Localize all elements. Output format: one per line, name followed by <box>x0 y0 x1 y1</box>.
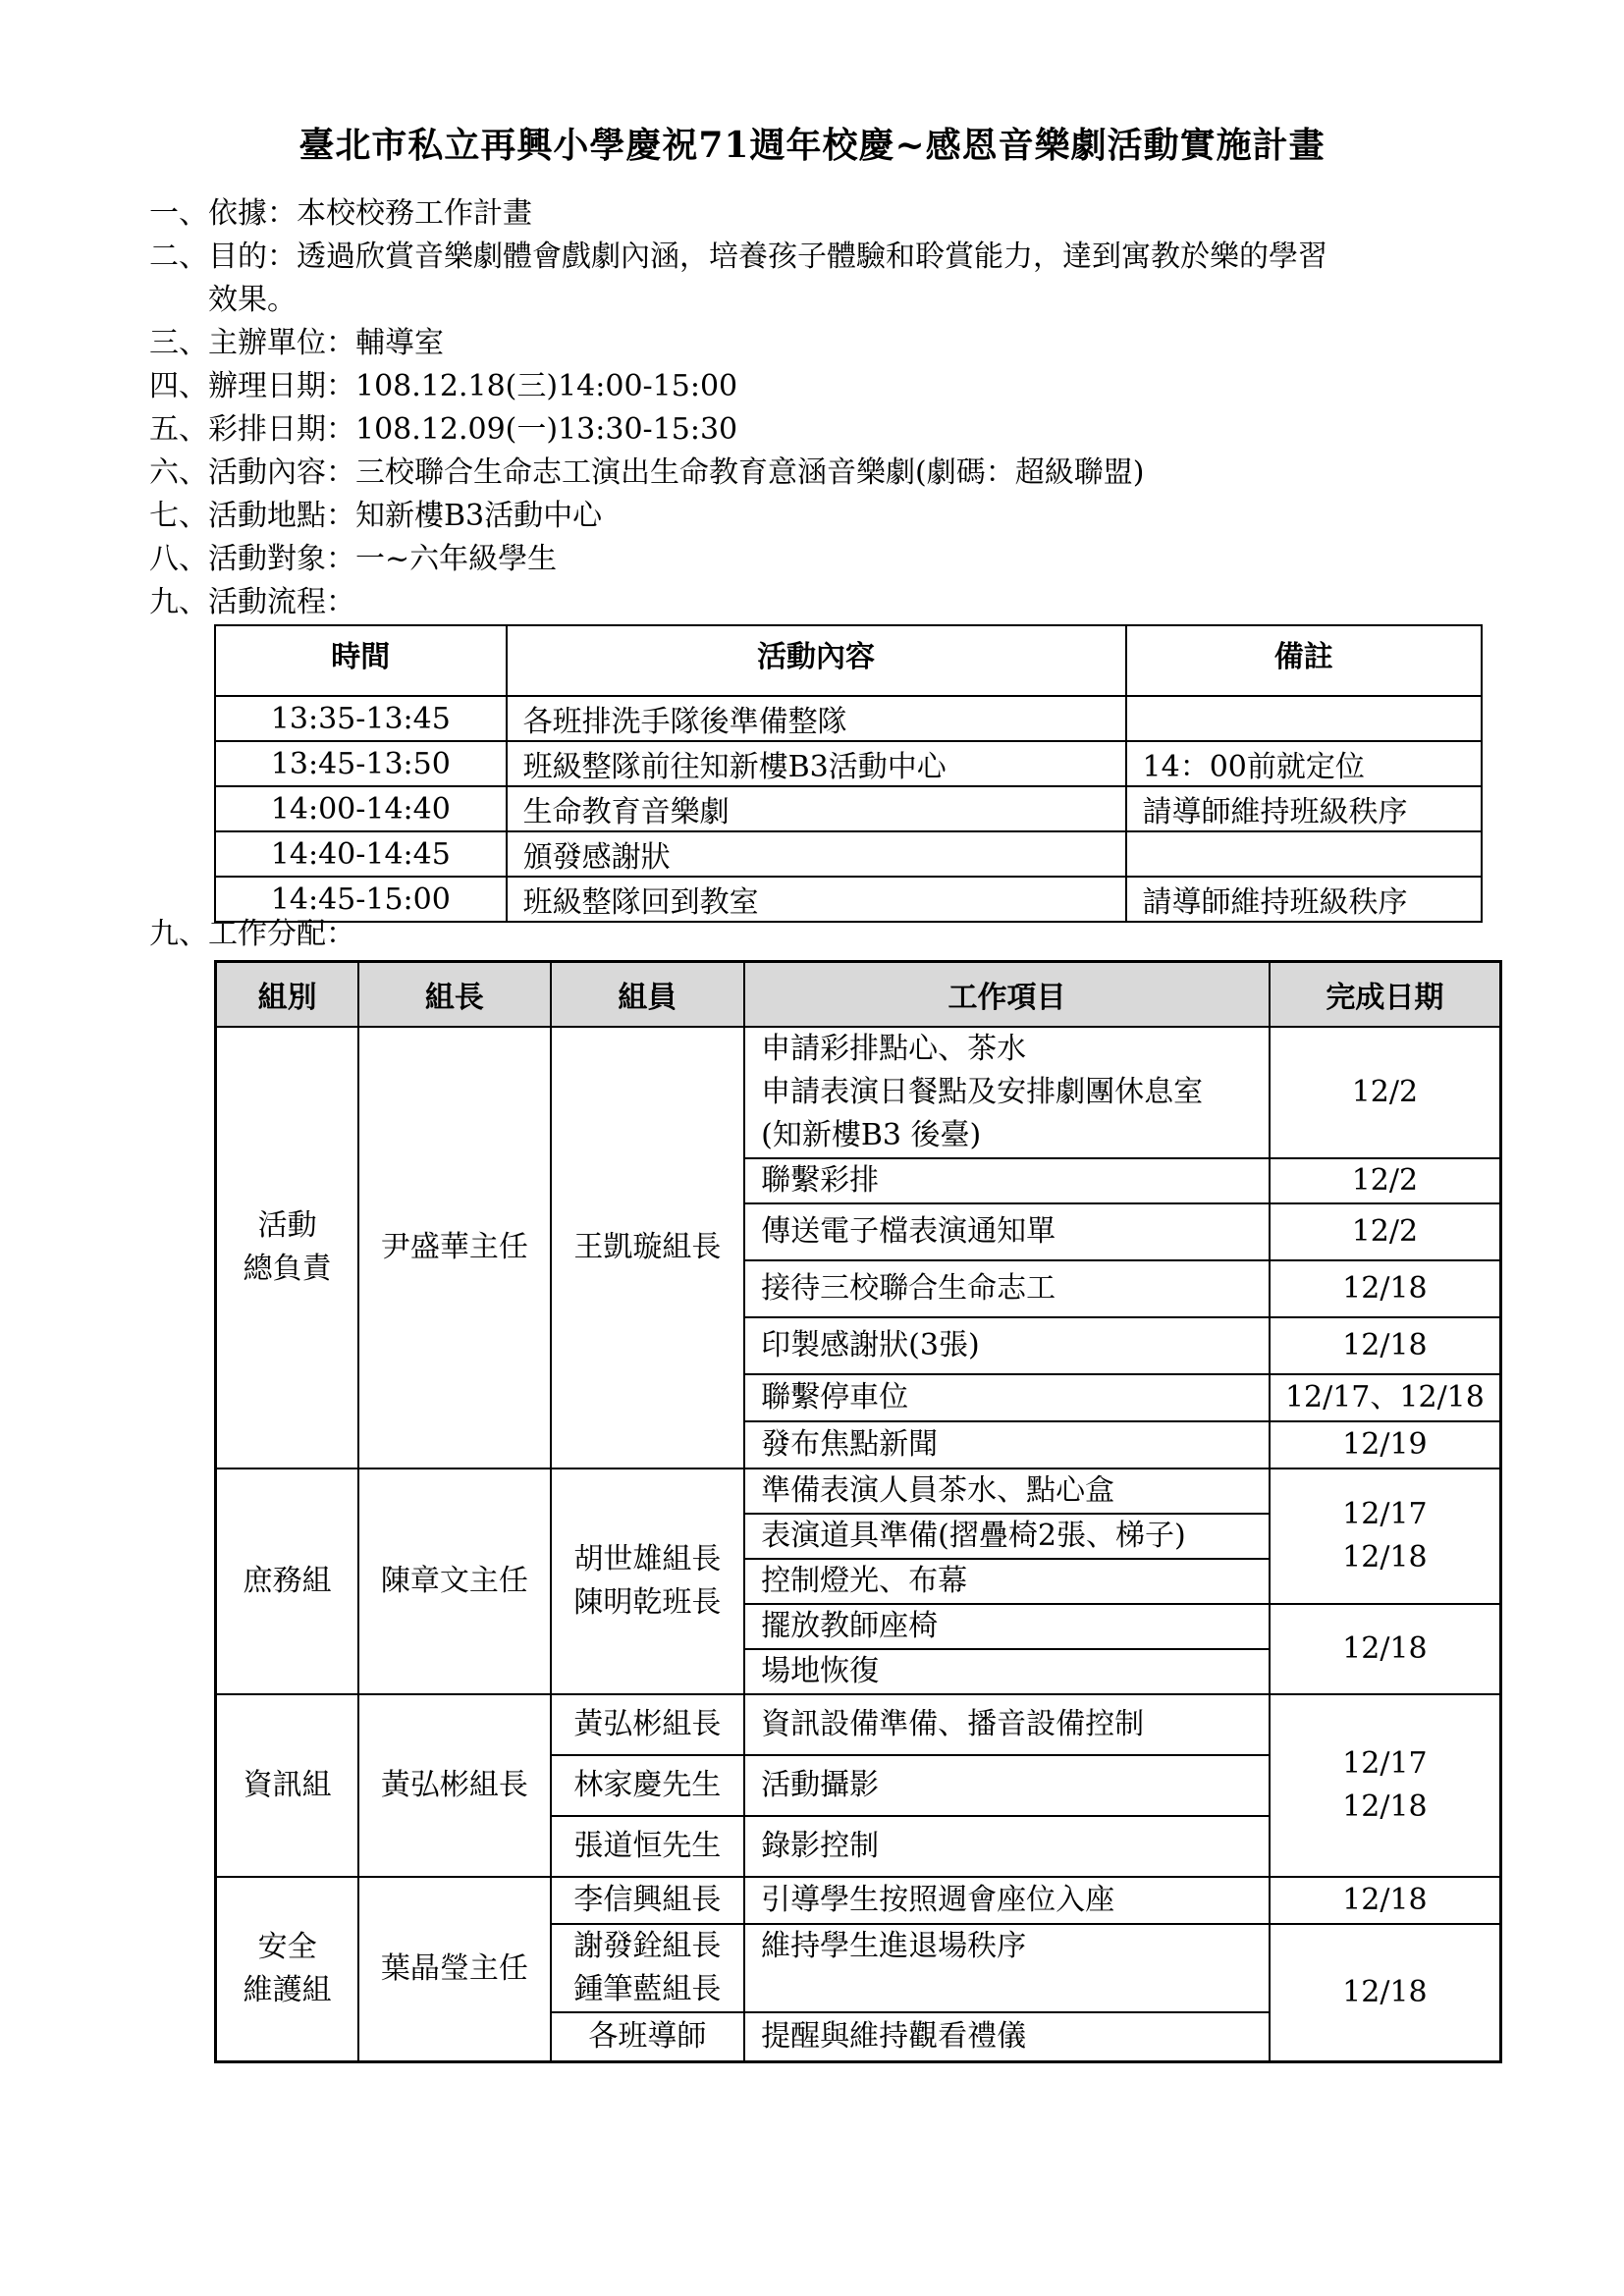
task-cell: 傳送電子檔表演通知單 <box>744 1203 1270 1260</box>
header-group: 組別 <box>216 962 359 1028</box>
section-purpose: 二、目的：透過欣賞音樂劇體會戲劇內涵，培養孩子體驗和聆賞能力，達到寓教於樂的學習 <box>149 240 1327 274</box>
header-content: 活動內容 <box>507 625 1126 696</box>
date-cell: 12/2 <box>1270 1027 1501 1158</box>
date-cell: 12/2 <box>1270 1158 1501 1203</box>
group-cell: 活動 總負責 <box>216 1027 359 1468</box>
task-cell: 引導學生按照週會座位入座 <box>744 1877 1270 1924</box>
section-work-heading: 九、工作分配： <box>149 917 355 951</box>
header-leader: 組長 <box>358 962 551 1028</box>
table-row <box>216 1027 1501 1158</box>
section-audience: 八、活動對象：一~六年級學生 <box>149 542 558 576</box>
group-cell: 資訊組 <box>216 1694 359 1877</box>
member-cell: 各班導師 <box>551 2012 745 2061</box>
note-cell <box>1126 831 1482 877</box>
task-cell: 發布焦點新聞 <box>744 1421 1270 1468</box>
section-content: 六、活動內容：三校聯合生命志工演出生命教育意涵音樂劇(劇碼：超級聯盟) <box>149 455 1145 490</box>
time-cell: 14:00-14:40 <box>215 786 507 831</box>
date-cell: 12/2 <box>1270 1203 1501 1260</box>
task-cell: 印製感謝狀(3張) <box>744 1317 1270 1374</box>
date-cell: 12/18 <box>1270 1924 1501 2061</box>
table-row <box>215 877 1482 922</box>
date-cell: 12/18 <box>1270 1604 1501 1694</box>
content-cell: 班級整隊回到教室 <box>507 877 1126 922</box>
table-row <box>215 786 1482 831</box>
task-cell: 表演道具準備(摺疊椅2張、梯子) <box>744 1514 1270 1559</box>
task-cell: 活動攝影 <box>744 1755 1270 1816</box>
section-purpose-cont: 效果。 <box>208 283 297 317</box>
member-cell: 林家慶先生 <box>551 1755 745 1816</box>
table-row <box>216 1694 1501 1755</box>
section-rehearsal-date: 五、彩排日期：108.12.09(一)13:30-15:30 <box>149 412 738 447</box>
note-cell: 14：00前就定位 <box>1126 741 1482 786</box>
section-basis: 一、依據：本校校務工作計畫 <box>149 196 532 231</box>
table-row <box>216 1877 1501 1924</box>
section-location: 七、活動地點：知新樓B3活動中心 <box>149 499 603 533</box>
date-cell: 12/18 <box>1270 1317 1501 1374</box>
table-row <box>215 696 1482 741</box>
leader-cell: 黃弘彬組長 <box>358 1694 551 1877</box>
member-cell: 胡世雄組長 陳明乾班長 <box>551 1468 745 1694</box>
note-cell: 請導師維持班級秩序 <box>1126 786 1482 831</box>
task-cell: 場地恢復 <box>744 1649 1270 1694</box>
note-cell <box>1126 696 1482 741</box>
task-cell: 資訊設備準備、播音設備控制 <box>744 1694 1270 1755</box>
table-row <box>216 1468 1501 1514</box>
group-cell: 安全 維護組 <box>216 1877 359 2061</box>
date-cell: 12/18 <box>1270 1260 1501 1317</box>
member-cell: 王凱璇組長 <box>551 1027 745 1468</box>
date-cell: 12/17 12/18 <box>1270 1694 1501 1877</box>
time-cell: 14:45-15:00 <box>215 877 507 922</box>
group-cell: 庶務組 <box>216 1468 359 1694</box>
member-cell: 黃弘彬組長 <box>551 1694 745 1755</box>
content-cell: 生命教育音樂劇 <box>507 786 1126 831</box>
task-cell: 維持學生進退場秩序 <box>744 1924 1270 2012</box>
section-organizer: 三、主辦單位：輔導室 <box>149 326 444 360</box>
page-title: 臺北市私立再興小學慶祝71週年校慶~感恩音樂劇活動實施計畫 <box>298 125 1326 166</box>
header-time: 時間 <box>215 625 507 696</box>
task-cell: 錄影控制 <box>744 1816 1270 1877</box>
activity-flow-table <box>214 624 1483 923</box>
time-cell: 14:40-14:45 <box>215 831 507 877</box>
date-cell: 12/19 <box>1270 1421 1501 1468</box>
table-header-row <box>215 625 1482 696</box>
member-cell: 謝發銓組長 鍾筆藍組長 <box>551 1924 745 2012</box>
leader-cell: 陳章文主任 <box>358 1468 551 1694</box>
table-row <box>215 831 1482 877</box>
content-cell: 頒發感謝狀 <box>507 831 1126 877</box>
task-cell: 提醒與維持觀看禮儀 <box>744 2012 1270 2061</box>
date-cell: 12/17 12/18 <box>1270 1468 1501 1604</box>
task-cell: 準備表演人員茶水、點心盒 <box>744 1468 1270 1514</box>
content-cell: 班級整隊前往知新樓B3活動中心 <box>507 741 1126 786</box>
time-cell: 13:35-13:45 <box>215 696 507 741</box>
member-cell: 張道恒先生 <box>551 1816 745 1877</box>
header-members: 組員 <box>551 962 745 1028</box>
leader-cell: 葉晶瑩主任 <box>358 1877 551 2061</box>
section-event-date: 四、辦理日期：108.12.18(三)14:00-15:00 <box>149 369 738 403</box>
header-tasks: 工作項目 <box>744 962 1270 1028</box>
task-cell: 申請彩排點心、茶水 申請表演日餐點及安排劇團休息室 (知新樓B3 後臺) <box>744 1027 1270 1158</box>
time-cell: 13:45-13:50 <box>215 741 507 786</box>
table-header-row <box>216 962 1501 1028</box>
header-due-date: 完成日期 <box>1270 962 1501 1028</box>
member-cell: 李信興組長 <box>551 1877 745 1924</box>
task-cell: 聯繫停車位 <box>744 1374 1270 1421</box>
plan-sections <box>149 192 1524 624</box>
leader-cell: 尹盛華主任 <box>358 1027 551 1468</box>
section-flow-heading: 九、活動流程： <box>149 585 355 619</box>
table-row <box>215 741 1482 786</box>
task-cell: 聯繫彩排 <box>744 1158 1270 1203</box>
header-note: 備註 <box>1126 625 1482 696</box>
note-cell: 請導師維持班級秩序 <box>1126 877 1482 922</box>
task-cell: 擺放教師座椅 <box>744 1604 1270 1649</box>
work-assignment-table <box>214 960 1502 2063</box>
task-cell: 控制燈光、布幕 <box>744 1559 1270 1604</box>
task-cell: 接待三校聯合生命志工 <box>744 1260 1270 1317</box>
date-cell: 12/18 <box>1270 1877 1501 1924</box>
date-cell: 12/17、12/18 <box>1270 1374 1501 1421</box>
content-cell: 各班排洗手隊後準備整隊 <box>507 696 1126 741</box>
